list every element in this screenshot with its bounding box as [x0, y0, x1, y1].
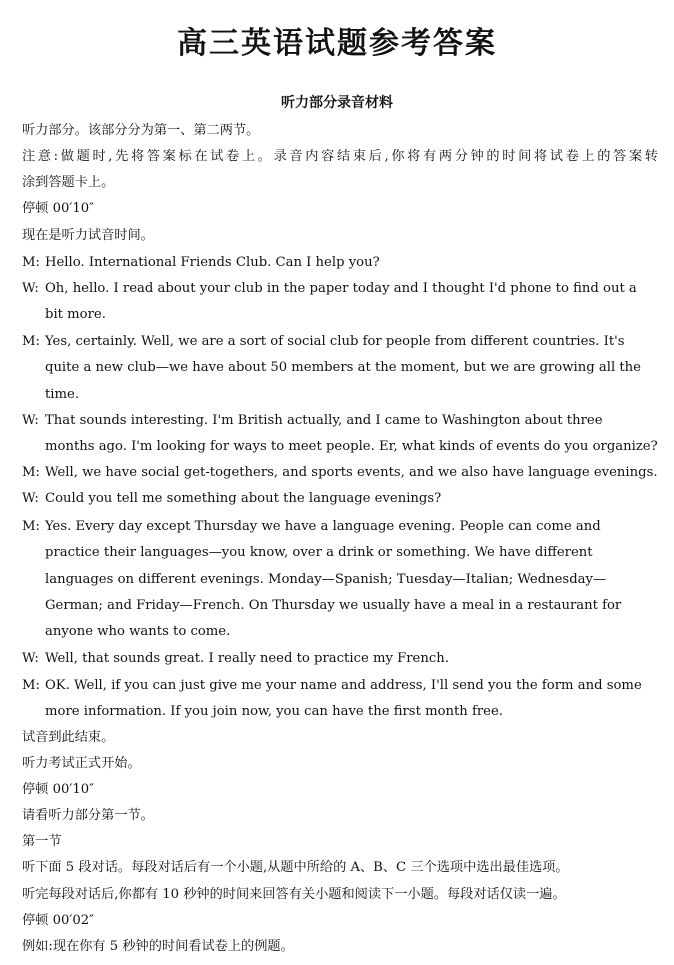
dialogue-text: Hello. International Friends Club. Can I help you? — [45, 255, 380, 270]
dialogue-text: Yes, certainly. Well, we are a sort of social club for people from different countries. It's — [45, 334, 625, 349]
speaker-label: M: — [22, 334, 40, 349]
speaker-label: M: — [22, 465, 40, 480]
dialogue-line — [22, 676, 658, 696]
dialogue-continuation: languages on different evenings. Monday—Spanish; Tuesday—Italian; Wednesday— — [45, 572, 607, 587]
dialogue-text: Well, we have social get-togethers, and sports events, and we also have language evenings. — [45, 465, 658, 480]
section-heading: 听力部分录音材料 — [281, 95, 393, 111]
dialogue-line — [22, 253, 658, 273]
dialogue-continuation: anyone who wants to come. — [45, 624, 231, 639]
dialogue-continuation: bit more. — [45, 307, 106, 322]
text-line: 例如:现在你有 5 秒钟的时间看试卷上的例题。 — [22, 939, 294, 954]
dialogue-line — [22, 649, 658, 669]
text-line: 听下面 5 段对话。每段对话后有一个小题,从题中所给的 A、B、C 三个选项中选出最佳选项。 — [22, 860, 569, 875]
text-line: 涂到答题卡上。 — [22, 175, 115, 190]
dialogue-text: Oh, hello. I read about your club in the paper today and I thought I'd phone to find out a — [45, 281, 637, 296]
dialogue-text: Well, that sounds great. I really need to practice my French. — [45, 651, 449, 666]
dialogue-line — [22, 332, 658, 352]
dialogue-line — [22, 411, 658, 431]
text-line: 听完每段对话后,你都有 10 秒钟的时间来回答有关小题和阅读下一小题。每段对话仅读一遍。 — [22, 887, 566, 902]
dialogue-continuation: months ago. I'm looking for ways to meet people. Er, what kinds of events do you organize? — [45, 439, 658, 454]
dialogue-continuation: practice their languages—you know, over a drink or something. We have different — [45, 545, 593, 560]
speaker-label: M: — [22, 678, 40, 693]
text-line: 现在是听力试音时间。 — [22, 228, 154, 243]
dialogue-text: That sounds interesting. I'm British actually, and I came to Washington about three — [45, 413, 603, 428]
dialogue-continuation: German; and Friday—French. On Thursday we usually have a meal in a restaurant for — [45, 598, 622, 613]
speaker-label: W: — [22, 651, 39, 666]
dialogue-text: Yes. Every day except Thursday we have a language evening. People can come and — [45, 519, 601, 534]
speaker-label: W: — [22, 413, 39, 428]
text-line: 请看听力部分第一节。 — [22, 808, 154, 823]
text-line: 听力部分。该部分分为第一、第二两节。 — [22, 123, 260, 138]
speaker-label: W: — [22, 491, 39, 506]
dialogue-line — [22, 517, 658, 537]
dialogue-line — [22, 489, 658, 509]
dialogue-continuation: quite a new club—we have about 50 members at the moment, but we are growing all the — [45, 360, 641, 375]
section-label: 第一节 — [22, 834, 62, 849]
text-line: 试音到此结束。 — [22, 730, 115, 745]
dialogue-line — [22, 463, 658, 483]
text-line: 注意:做题时,先将答案标在试卷上。录音内容结束后,你将有两分钟的时间将试卷上的答案转 — [22, 149, 658, 164]
speaker-label: M: — [22, 519, 40, 534]
text-line: 听力考试正式开始。 — [22, 756, 141, 771]
dialogue-continuation: more information. If you join now, you can have the first month free. — [45, 704, 503, 719]
text-line: 停顿 00′02″ — [22, 913, 95, 928]
dialogue-text: Could you tell me something about the language evenings? — [45, 491, 442, 506]
text-line: 停顿 00′10″ — [22, 782, 95, 797]
dialogue-continuation: time. — [45, 387, 80, 402]
speaker-label: W: — [22, 281, 39, 296]
dialogue-line — [22, 279, 658, 299]
text-line: 停顿 00′10″ — [22, 201, 95, 216]
page-title: 高三英语试题参考答案 — [177, 26, 497, 61]
dialogue-text: OK. Well, if you can just give me your name and address, I'll send you the form and some — [45, 678, 642, 693]
speaker-label: M: — [22, 255, 40, 270]
